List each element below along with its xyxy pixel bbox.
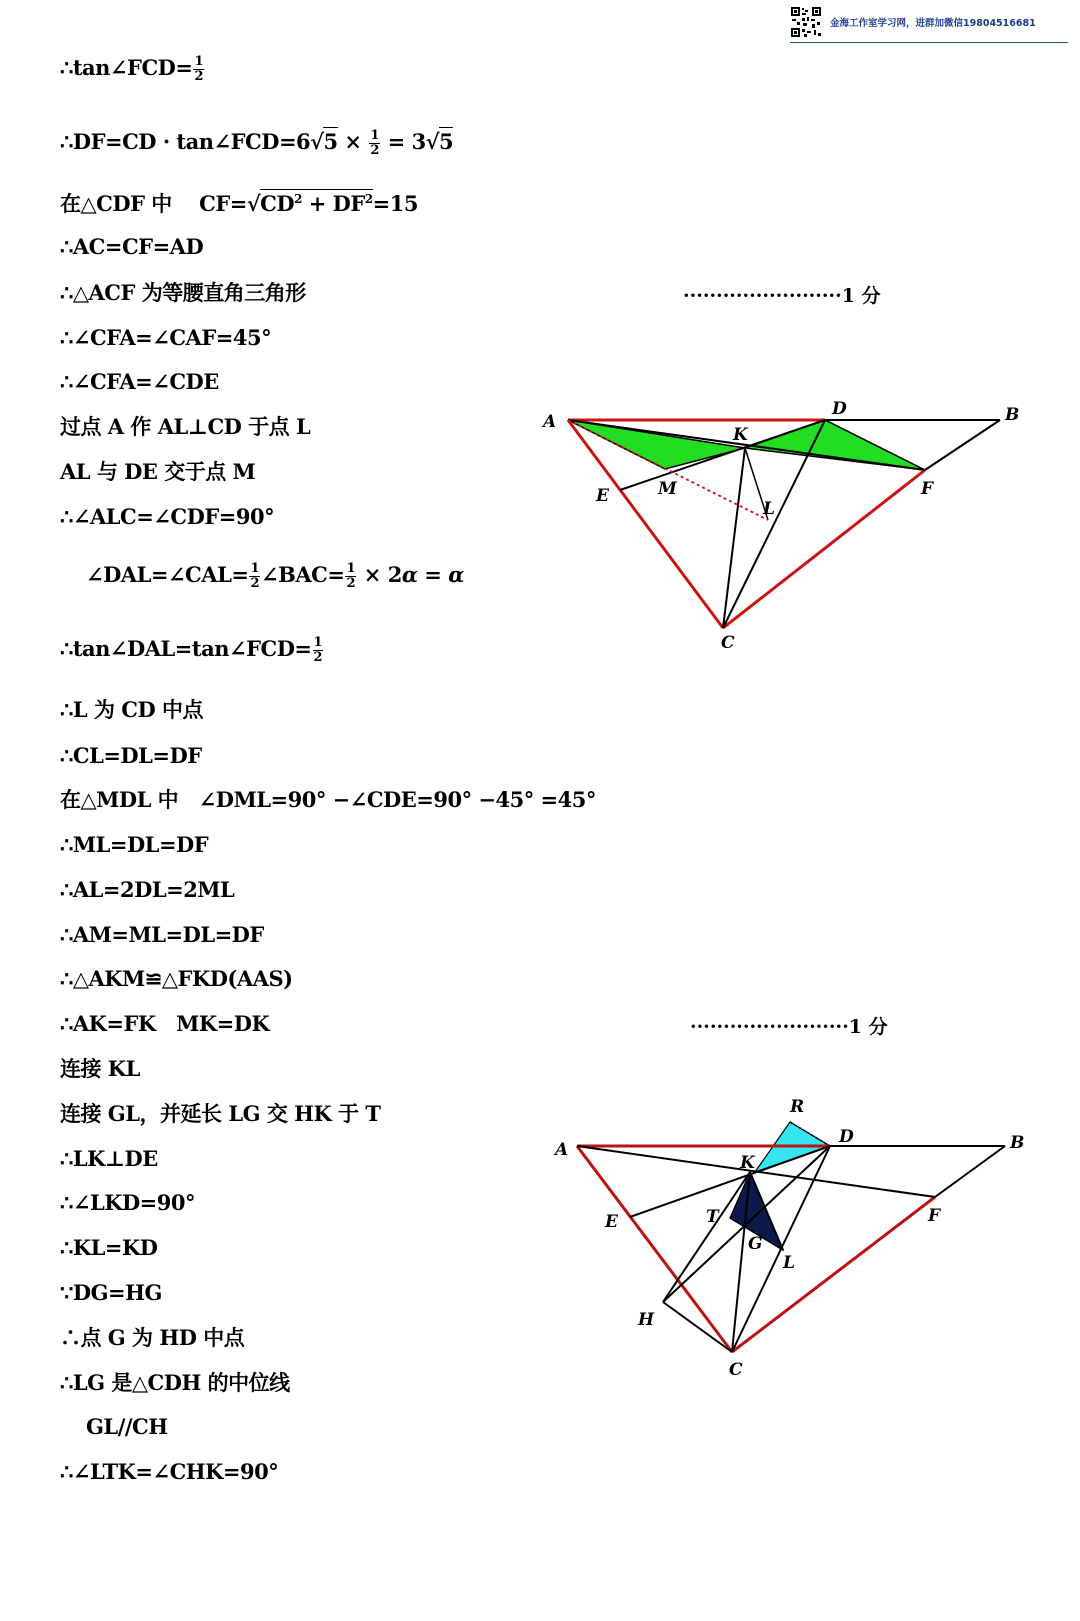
proof-line-28: ∴LG 是△CDH 的中位线 <box>60 1370 290 1395</box>
proof-line-11: ∠DAL=∠CAL= $\frac{1}{2}$ ∠BAC= $\frac{1}{2}$ × 2α = α <box>86 561 464 591</box>
label-g: G <box>748 1234 763 1254</box>
proof-line-30: ∴∠LTK=∠CHK=90° <box>60 1459 279 1484</box>
proof-line-29: GL//CH <box>86 1414 168 1439</box>
proof-line-1-text: ∴tan∠FCD= <box>60 55 193 80</box>
proof-line-17: ∴AL=2DL=2ML <box>60 877 235 902</box>
segment-ac <box>577 1146 732 1352</box>
geometry-figure-2 <box>545 1085 1040 1395</box>
proof-line-14: ∴CL=DL=DF <box>60 743 202 768</box>
fraction: $\frac{1}{2}$ <box>194 54 204 84</box>
geometry-figure-1 <box>530 390 1040 660</box>
qr-code-icon <box>790 6 822 38</box>
proof-line-23: ∴LK⊥DE <box>60 1146 158 1171</box>
proof-line-3-text: 在△CDF 中 CF= <box>60 191 247 216</box>
label-e: E <box>605 1212 618 1232</box>
green-triangle-right <box>745 420 925 470</box>
segment-fb <box>925 420 1000 470</box>
fraction: $\frac{1}{2}$ <box>313 635 323 665</box>
fraction: $\frac{1}{2}$ <box>370 128 379 158</box>
proof-line-15: 在△MDL 中 ∠DML=90° −∠CDE=90° −45° =45° <box>60 787 596 812</box>
label-f: F <box>921 479 934 499</box>
label-h: H <box>638 1310 655 1330</box>
label-b: B <box>1005 405 1020 425</box>
fraction: $\frac{1}{2}$ <box>250 561 259 591</box>
label-r: R <box>790 1097 805 1117</box>
proof-line-8: 过点 A 作 AL⊥CD 于点 L <box>60 414 311 439</box>
proof-line-21: 连接 KL <box>60 1056 140 1081</box>
proof-line-22: 连接 GL，并延长 LG 交 HK 于 T <box>60 1101 381 1126</box>
score-marker-2: ························1 分 <box>690 1016 888 1038</box>
proof-line-7: ∴∠CFA=∠CDE <box>60 369 219 394</box>
green-triangle-left <box>568 420 745 469</box>
proof-line-9: AL 与 DE 交于点 M <box>60 459 256 484</box>
label-m: M <box>658 479 677 499</box>
label-k: K <box>740 1153 755 1173</box>
label-a: A <box>543 412 557 432</box>
segment-ck <box>723 448 745 628</box>
proof-line-4: ∴AC=CF=AD <box>60 234 204 259</box>
proof-line-10: ∴∠ALC=∠CDF=90° <box>60 504 275 529</box>
score-marker-1: ························1 分 <box>683 285 881 307</box>
segment-fb <box>935 1146 1005 1197</box>
label-l: L <box>783 1253 795 1273</box>
proof-line-12 <box>60 635 324 665</box>
proof-line-11-text: ∠DAL=∠CAL= <box>86 562 249 587</box>
proof-line-27: ∴点 G 为 HD 中点 <box>60 1325 245 1350</box>
proof-line-5: ∴△ACF 为等腰直角三角形 <box>60 280 306 305</box>
proof-line-13: ∴L 为 CD 中点 <box>60 697 203 722</box>
segment-ed <box>630 1146 830 1217</box>
label-k: K <box>733 425 748 445</box>
proof-line-19: ∴△AKM≌△FKD(AAS) <box>60 966 293 991</box>
header-contact-text: 金海工作室学习网，进群加微信19804516681 <box>830 18 1036 29</box>
proof-line-12-text: ∴tan∠DAL=tan∠FCD= <box>60 636 312 661</box>
proof-line-20: ∴AK=FK MK=DK <box>60 1011 270 1036</box>
label-d: D <box>839 1127 854 1147</box>
label-e: E <box>596 486 609 506</box>
proof-line-24: ∴∠LKD=90° <box>60 1190 196 1215</box>
label-t: T <box>706 1207 719 1227</box>
proof-line-2-text: ∴DF=CD · tan∠FCD=6 <box>60 129 311 154</box>
label-d: D <box>832 399 847 419</box>
label-c: C <box>729 1360 743 1380</box>
label-a: A <box>555 1140 569 1160</box>
segment-hc <box>663 1302 732 1352</box>
fraction: $\frac{1}{2}$ <box>346 561 355 591</box>
proof-line-18: ∴AM=ML=DL=DF <box>60 922 264 947</box>
proof-line-26: ∵DG=HG <box>60 1280 162 1305</box>
label-c: C <box>721 633 735 653</box>
segment-cf <box>723 470 925 628</box>
label-l: L <box>763 499 775 519</box>
segment-hk <box>663 1172 750 1302</box>
proof-line-3: 在△CDF 中 $CF=√CD^2 + DF^2=15$ <box>60 191 418 216</box>
proof-line-2: ∴DF=CD · tan∠FCD=6√5 × $\frac{1}{2}$ = 3√5 <box>60 128 454 158</box>
proof-line-16: ∴ML=DL=DF <box>60 832 209 857</box>
proof-line-1 <box>60 54 205 84</box>
page-header <box>790 6 1068 43</box>
label-b: B <box>1010 1133 1025 1153</box>
label-f: F <box>928 1206 941 1226</box>
proof-line-6: ∴∠CFA=∠CAF=45° <box>60 325 272 350</box>
proof-line-25: ∴KL=KD <box>60 1235 158 1260</box>
